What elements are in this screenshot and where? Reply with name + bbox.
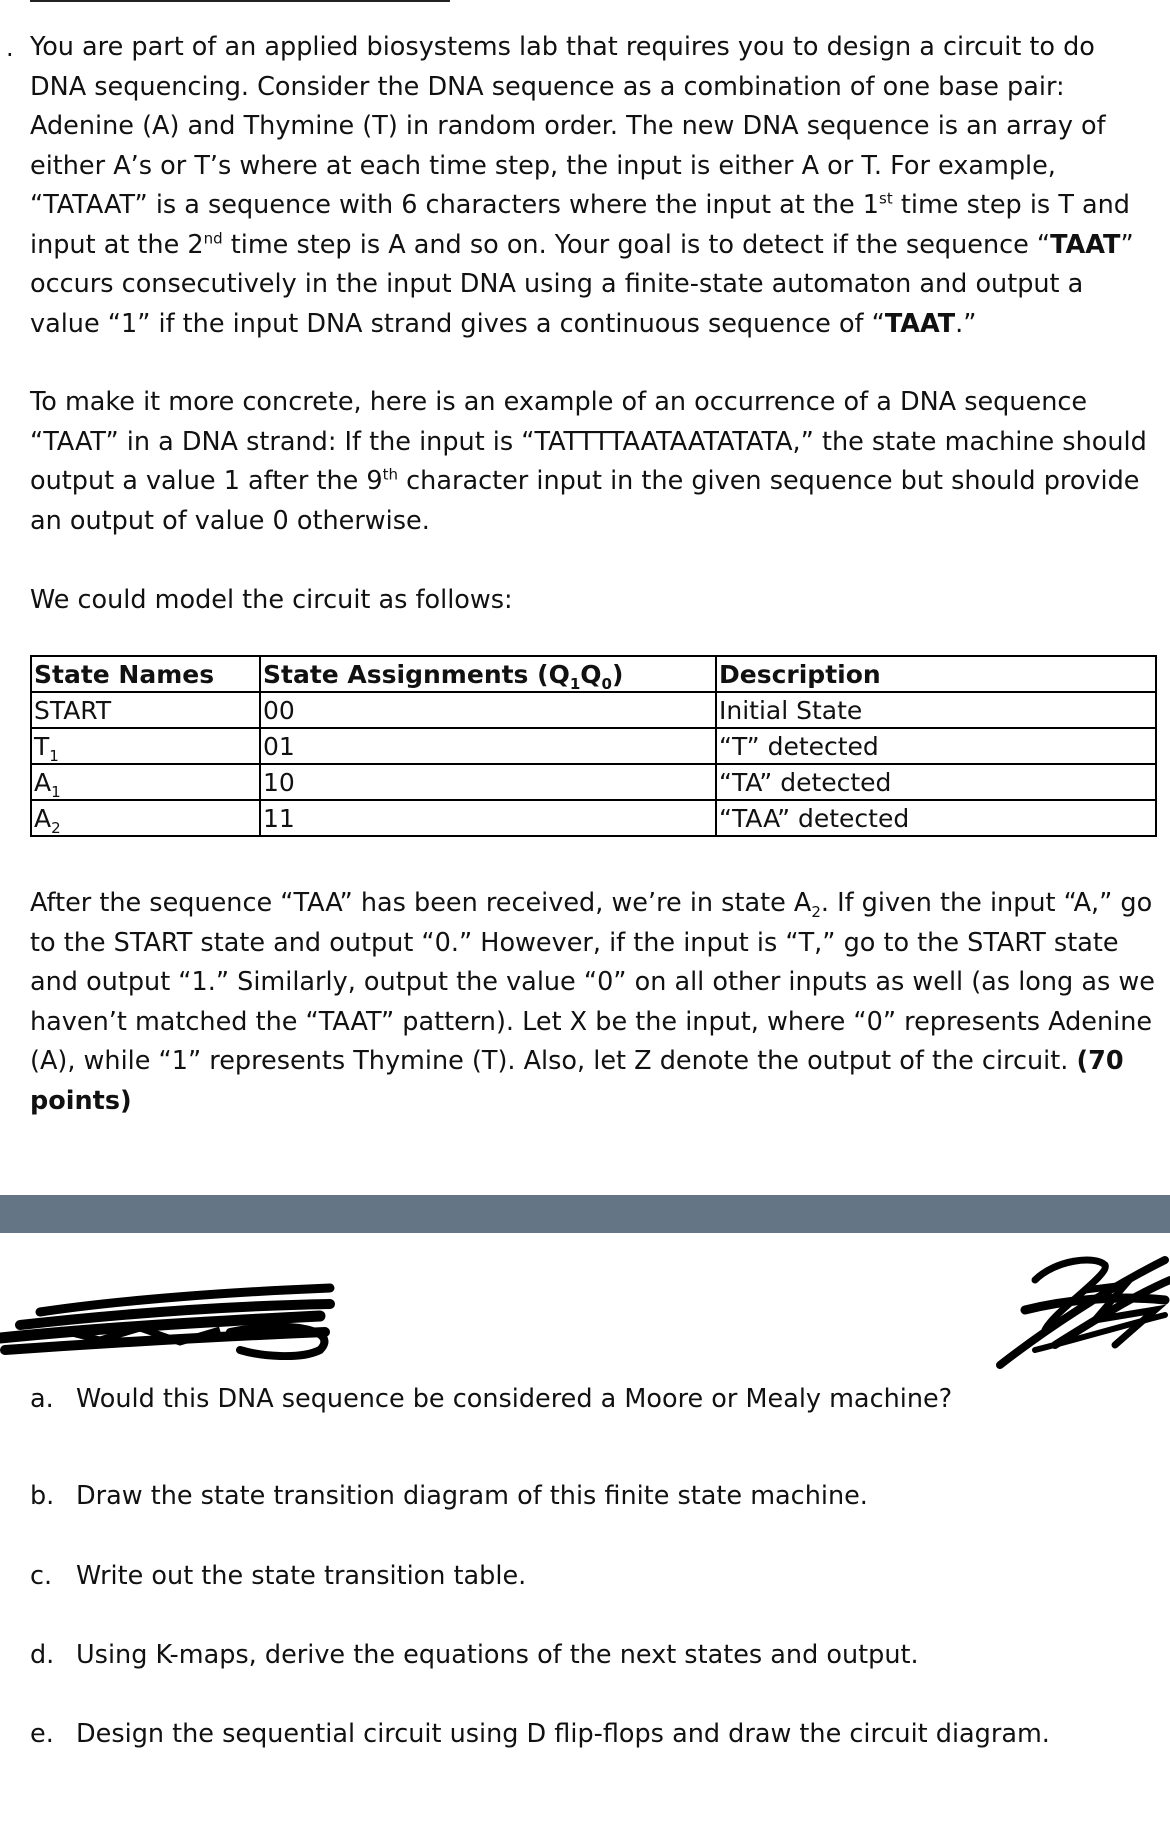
after-text: After the sequence “TAA” has been received, we’re in state A	[30, 888, 812, 918]
subscript: 1	[569, 674, 581, 693]
redaction-scribble-right	[995, 1250, 1170, 1375]
question-text: Write out the state transition table.	[76, 1561, 527, 1591]
model-line: We could model the circuit as follows:	[30, 585, 513, 615]
state-name	[31, 764, 260, 800]
state-assignment-table	[30, 655, 1157, 837]
state-code: 00	[260, 692, 716, 728]
header-text: State Assignments (Q	[263, 659, 570, 689]
question-d	[30, 1637, 1130, 1673]
state-code: 10	[260, 764, 716, 800]
table-row	[31, 800, 1156, 836]
header-state-names: State Names	[31, 656, 260, 692]
after-paragraph	[30, 884, 1155, 1121]
section-divider-band	[0, 1195, 1170, 1233]
state-description: “TAA” detected	[716, 800, 1156, 836]
state-name	[31, 728, 260, 764]
subscript: 0	[601, 674, 612, 693]
state-name-text: A	[34, 803, 52, 833]
redaction-scribble-left	[0, 1270, 340, 1360]
question-letter: a.	[30, 1384, 54, 1414]
state-name-text: A	[34, 767, 52, 797]
table-header-row	[31, 656, 1156, 692]
pattern-bold: TAAT	[884, 308, 956, 339]
question-b	[30, 1478, 1130, 1514]
state-description: Initial State	[716, 692, 1156, 728]
subscript: 1	[49, 746, 59, 765]
question-text: Using K-maps, derive the equations of the next states and output.	[76, 1640, 919, 1670]
header-text: Q	[580, 659, 602, 689]
state-description: “TA” detected	[716, 764, 1156, 800]
example-text: To make it more concrete, here is an example of an occurrence of a DNA sequence “TAAT” in a DNA strand: If the input is “TATTTTAATAATATATA,” the state machine should output a value 1 after the 9	[30, 387, 1147, 496]
subscript: 2	[811, 903, 821, 922]
subscript: 2	[51, 818, 61, 837]
ordinal-suffix: st	[879, 189, 893, 208]
intro-text: time step is T and input at the 2	[30, 190, 1130, 260]
question-letter: c.	[30, 1561, 53, 1591]
question-text: Design the sequential circuit using D flip-flops and draw the circuit diagram.	[76, 1719, 1050, 1749]
intro-text: ” occurs consecutively in the input DNA using a finite-state automaton and output a value “1” if the input DNA strand gives a continuous sequence of “	[30, 229, 1134, 339]
list-bullet: .	[6, 34, 14, 62]
top-divider	[30, 0, 450, 2]
ordinal-suffix: th	[382, 465, 399, 484]
question-letter: d.	[30, 1640, 55, 1670]
header-state-assignments	[260, 656, 716, 692]
table-row	[31, 728, 1156, 764]
intro-text: You are part of an applied biosystems lab that requires you to design a circuit to do DNA sequencing. Consider the DNA sequence as a combination of one base pair: Adenine (A) and Thymine (T) in random order. The new DNA sequence is an array of either A’s or T’s where at each time step, the input is either A or T. For example, “TATAAT” is a sequence with 6 characters where the input at the 1	[30, 32, 1106, 220]
after-text: . If given the input “A,” go to the START state and output “0.” However, if the input is “T,” go to the START state and output “1.” Similarly, output the value “0” on all other inputs as well (as long as we haven’t matched the “TAAT” pattern). Let X be the input, where “0” represents Adenine (A), while “1” represents Thymine (T). Also, let Z denote the output of the circuit.	[30, 888, 1155, 1076]
state-code: 11	[260, 800, 716, 836]
subscript: 1	[51, 782, 61, 801]
intro-text: .”	[955, 308, 977, 339]
state-code: 01	[260, 728, 716, 764]
example-text: character input in the given sequence but should provide an output of value 0 otherwise.	[30, 466, 1140, 536]
intro-text: time step is A and so on. Your goal is to detect if the sequence “	[222, 229, 1051, 260]
question-a	[30, 1381, 1130, 1417]
state-name	[31, 692, 260, 728]
question-e	[30, 1716, 1130, 1752]
intro-paragraph	[30, 28, 1155, 344]
example-paragraph	[30, 383, 1155, 541]
pattern-bold: TAAT	[1050, 229, 1121, 260]
state-name-text: START	[34, 695, 112, 725]
ordinal-suffix: nd	[203, 229, 223, 247]
state-description: “T” detected	[716, 728, 1156, 764]
question-letter: b.	[30, 1481, 55, 1511]
question-letter: e.	[30, 1719, 54, 1749]
table-row	[31, 692, 1156, 728]
question-c	[30, 1558, 1130, 1594]
question-text: Draw the state transition diagram of this finite state machine.	[76, 1481, 868, 1511]
state-name-text: T	[34, 731, 50, 761]
state-name	[31, 800, 260, 836]
header-description: Description	[716, 656, 1156, 692]
header-text: )	[611, 659, 624, 689]
table-row	[31, 764, 1156, 800]
points-label: (70 points)	[30, 1046, 1124, 1116]
question-text: Would this DNA sequence be considered a Moore or Mealy machine?	[76, 1384, 953, 1414]
